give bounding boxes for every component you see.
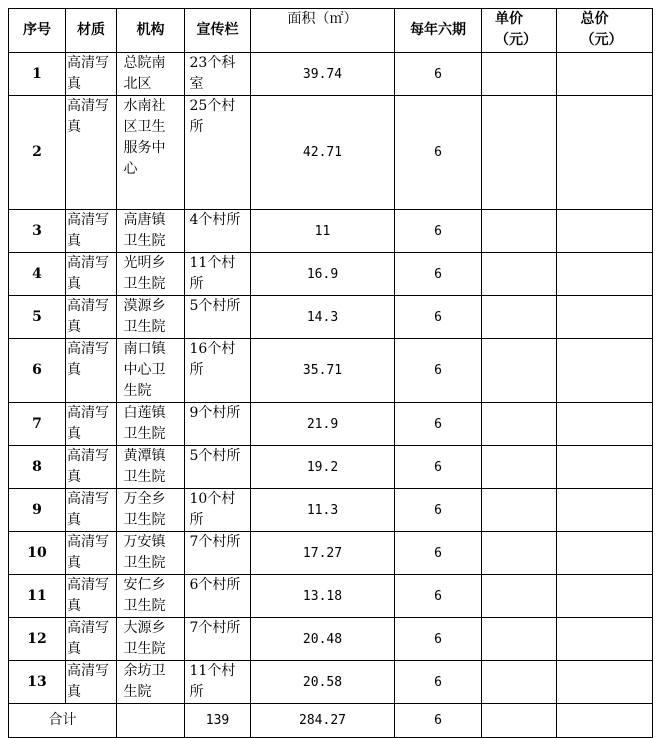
cell-area: 17.27: [251, 532, 395, 575]
cell-area: 11.3: [251, 489, 395, 532]
table-row: [9, 96, 653, 210]
cell-unit-price: [482, 96, 557, 210]
cell-total-price: [557, 296, 653, 339]
cell-total-price: [557, 661, 653, 704]
cell-issues: 6: [395, 403, 482, 446]
header-issues: 每年六期: [395, 9, 482, 53]
cell-issues: 6: [395, 210, 482, 253]
cell-total-price: [557, 53, 653, 96]
cell-material-text: 高清写真: [67, 534, 109, 571]
cell-org: [117, 575, 185, 618]
cell-unit-price: [482, 618, 557, 661]
cell-material: [66, 210, 117, 253]
cell-area: 20.58: [251, 661, 395, 704]
total-row: [9, 704, 653, 738]
cell-material-text: 高清写真: [67, 577, 109, 614]
cell-org-text: 光明乡卫生院: [123, 255, 166, 292]
cell-material: [66, 489, 117, 532]
cell-org: [117, 489, 185, 532]
cell-issues: 6: [395, 446, 482, 489]
cell-area: 11: [251, 210, 395, 253]
cell-org: [117, 53, 185, 96]
cell-board-text: 7个村所: [189, 620, 241, 636]
cell-unit-price: [482, 446, 557, 489]
cell-unit-price: [482, 339, 557, 403]
table-row: [9, 618, 653, 661]
cell-issues: 6: [395, 489, 482, 532]
cell-material: [66, 53, 117, 96]
table-row: [9, 53, 653, 96]
cell-total-price: [557, 532, 653, 575]
cell-unit-price: [482, 661, 557, 704]
cell-unit-price: [482, 296, 557, 339]
cell-total-price: [557, 618, 653, 661]
cell-material-text: 高清写真: [67, 341, 109, 378]
header-total-price-text: 总价（元）: [580, 11, 623, 48]
cell-unit-price: [482, 532, 557, 575]
cell-index: 7: [9, 403, 66, 446]
cell-material-text: 高清写真: [67, 98, 109, 135]
cell-material: [66, 96, 117, 210]
cell-org-text: 余坊卫生院: [123, 663, 166, 700]
cell-board-text: 11个村所: [189, 255, 236, 292]
table-row: [9, 661, 653, 704]
cell-board-text: 16个村所: [189, 341, 236, 378]
total-label: 合计: [9, 704, 117, 738]
header-index: 序号: [9, 9, 66, 53]
cell-board-text: 7个村所: [189, 534, 241, 550]
table-body: [9, 53, 653, 704]
cell-area: 14.3: [251, 296, 395, 339]
cell-unit-price: [482, 489, 557, 532]
cell-total-price: [557, 489, 653, 532]
cell-index: 11: [9, 575, 66, 618]
cell-material-text: 高清写真: [67, 405, 109, 442]
cell-issues: 6: [395, 575, 482, 618]
cell-board-text: 4个村所: [189, 212, 241, 228]
cell-index: 9: [9, 489, 66, 532]
header-board: 宣传栏: [185, 9, 251, 53]
cell-board-text: 10个村所: [189, 491, 236, 528]
total-board: 139: [185, 704, 251, 738]
cell-org-text: 黄潭镇卫生院: [123, 448, 166, 485]
cell-total-price: [557, 210, 653, 253]
cell-material: [66, 575, 117, 618]
cell-index: 5: [9, 296, 66, 339]
cell-board: [185, 253, 251, 296]
cell-material-text: 高清写真: [67, 491, 109, 528]
cell-org-text: 高唐镇卫生院: [123, 212, 166, 249]
cell-issues: 6: [395, 96, 482, 210]
cell-unit-price: [482, 53, 557, 96]
cell-org-text: 万安镇卫生院: [123, 534, 166, 571]
cell-material-text: 高清写真: [67, 448, 109, 485]
cell-area: 39.74: [251, 53, 395, 96]
cell-material-text: 高清写真: [67, 663, 109, 700]
cell-unit-price: [482, 253, 557, 296]
table-row: [9, 339, 653, 403]
cell-board: [185, 661, 251, 704]
cell-index: 3: [9, 210, 66, 253]
cell-board-text: 6个村所: [189, 577, 241, 593]
cell-issues: 6: [395, 53, 482, 96]
price-table: [8, 8, 653, 738]
cell-org: [117, 210, 185, 253]
cell-unit-price: [482, 210, 557, 253]
cell-issues: 6: [395, 661, 482, 704]
cell-index: 1: [9, 53, 66, 96]
cell-index: 2: [9, 96, 66, 210]
cell-board: [185, 339, 251, 403]
cell-material: [66, 618, 117, 661]
cell-index: 4: [9, 253, 66, 296]
cell-total-price: [557, 96, 653, 210]
total-unit-price: [482, 704, 557, 738]
cell-index: 8: [9, 446, 66, 489]
cell-area: 35.71: [251, 339, 395, 403]
header-total-price: [557, 9, 653, 53]
cell-material: [66, 532, 117, 575]
cell-org-text: 万全乡卫生院: [123, 491, 166, 528]
cell-total-price: [557, 403, 653, 446]
cell-area: 20.48: [251, 618, 395, 661]
cell-org-text: 大源乡卫生院: [123, 620, 166, 657]
cell-material: [66, 661, 117, 704]
cell-unit-price: [482, 403, 557, 446]
cell-index: 6: [9, 339, 66, 403]
cell-index: 10: [9, 532, 66, 575]
cell-material-text: 高清写真: [67, 620, 109, 657]
table-row: [9, 210, 653, 253]
cell-unit-price: [482, 575, 557, 618]
header-row: [9, 9, 653, 53]
table-row: [9, 403, 653, 446]
cell-org: [117, 296, 185, 339]
cell-org: [117, 446, 185, 489]
total-total-price: [557, 704, 653, 738]
cell-area: 21.9: [251, 403, 395, 446]
cell-org: [117, 532, 185, 575]
cell-issues: 6: [395, 296, 482, 339]
cell-org: [117, 253, 185, 296]
cell-material-text: 高清写真: [67, 55, 109, 92]
cell-board-text: 11个村所: [189, 663, 236, 700]
total-issues: 6: [395, 704, 482, 738]
cell-org-text: 白莲镇卫生院: [123, 405, 166, 442]
table-row: [9, 532, 653, 575]
header-area: 面积（㎡）: [251, 9, 395, 53]
total-org: [117, 704, 185, 738]
cell-total-price: [557, 339, 653, 403]
cell-board-text: 9个村所: [189, 405, 241, 421]
cell-org-text: 漠源乡卫生院: [123, 298, 166, 335]
cell-material: [66, 339, 117, 403]
cell-board: [185, 403, 251, 446]
cell-board: [185, 575, 251, 618]
total-area: 284.27: [251, 704, 395, 738]
cell-area: 42.71: [251, 96, 395, 210]
cell-material: [66, 253, 117, 296]
cell-org-text: 南口镇中心卫生院: [123, 341, 166, 399]
table-row: [9, 489, 653, 532]
cell-board: [185, 446, 251, 489]
cell-board-text: 5个村所: [189, 448, 241, 464]
cell-material-text: 高清写真: [67, 212, 109, 249]
cell-material: [66, 296, 117, 339]
cell-issues: 6: [395, 532, 482, 575]
header-org: 机构: [117, 9, 185, 53]
header-unit-price-text: 单价（元）: [495, 11, 537, 48]
cell-material-text: 高清写真: [67, 255, 109, 292]
header-material: 材质: [66, 9, 117, 53]
header-unit-price: [482, 9, 557, 53]
cell-material-text: 高清写真: [67, 298, 109, 335]
cell-total-price: [557, 446, 653, 489]
cell-issues: 6: [395, 618, 482, 661]
table-row: [9, 296, 653, 339]
cell-org: [117, 661, 185, 704]
cell-org: [117, 96, 185, 210]
cell-org-text: 水南社区卫生服务中心: [123, 98, 166, 177]
cell-board-text: 23个科室: [189, 55, 236, 92]
cell-total-price: [557, 575, 653, 618]
cell-issues: 6: [395, 339, 482, 403]
cell-org: [117, 618, 185, 661]
cell-board: [185, 53, 251, 96]
cell-total-price: [557, 253, 653, 296]
cell-board: [185, 618, 251, 661]
table-row: [9, 575, 653, 618]
cell-material: [66, 403, 117, 446]
cell-index: 13: [9, 661, 66, 704]
cell-board: [185, 96, 251, 210]
cell-board-text: 5个村所: [189, 298, 241, 314]
cell-org-text: 安仁乡卫生院: [123, 577, 166, 614]
table-row: [9, 253, 653, 296]
cell-board: [185, 210, 251, 253]
cell-org: [117, 403, 185, 446]
cell-issues: 6: [395, 253, 482, 296]
cell-area: 19.2: [251, 446, 395, 489]
cell-index: 12: [9, 618, 66, 661]
cell-material: [66, 446, 117, 489]
cell-board: [185, 296, 251, 339]
table-row: [9, 446, 653, 489]
cell-area: 16.9: [251, 253, 395, 296]
cell-org-text: 总院南北区: [123, 55, 166, 92]
cell-board-text: 25个村所: [189, 98, 236, 135]
cell-area: 13.18: [251, 575, 395, 618]
cell-board: [185, 489, 251, 532]
cell-board: [185, 532, 251, 575]
cell-org: [117, 339, 185, 403]
